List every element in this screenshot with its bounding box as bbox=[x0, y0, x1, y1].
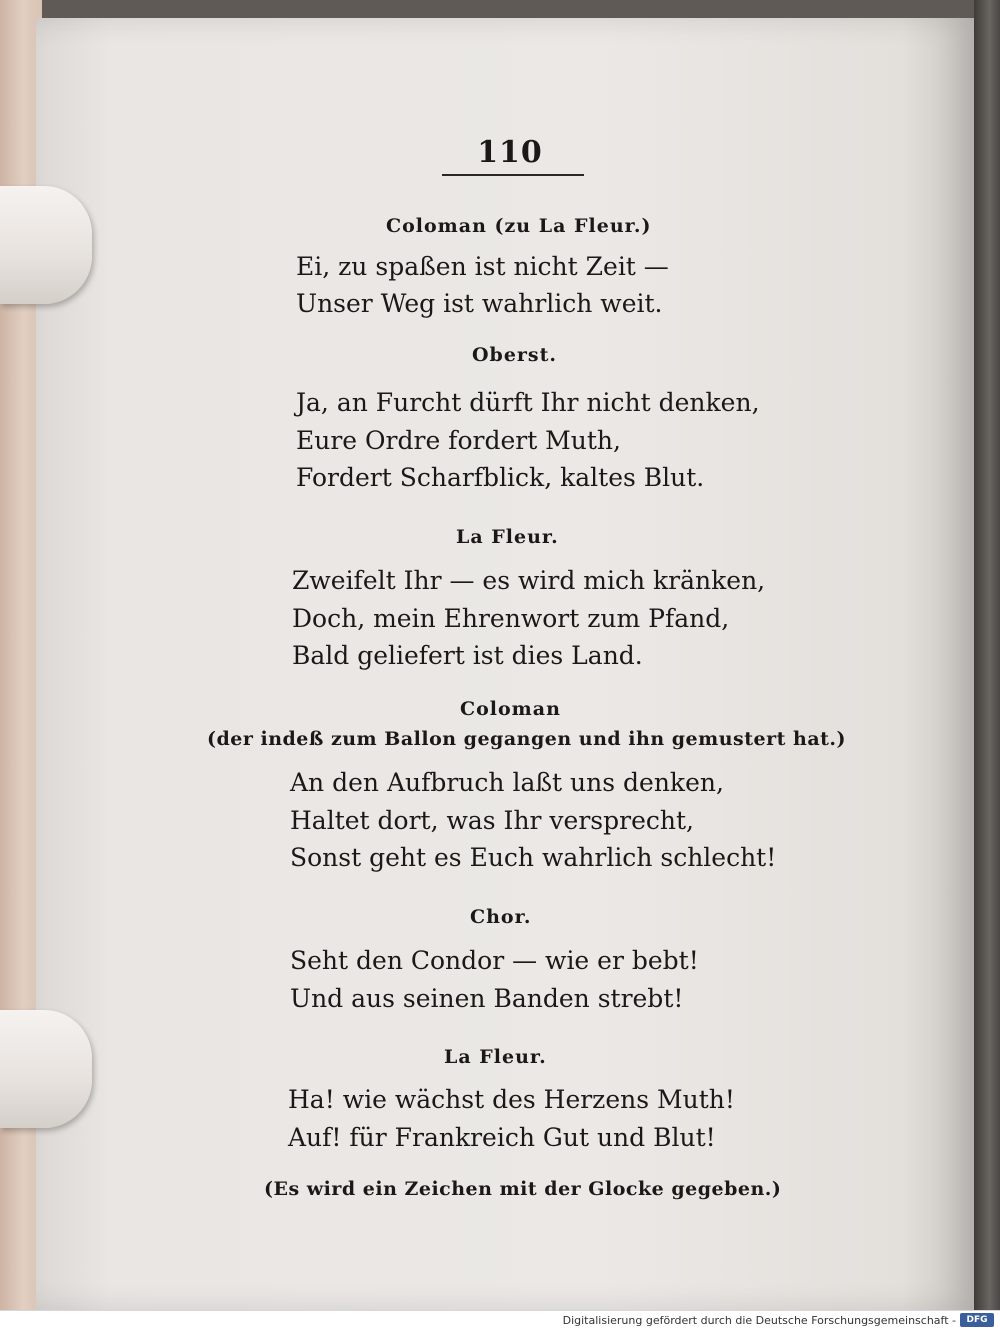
dfg-logo: DFG bbox=[960, 1313, 994, 1327]
digitization-footer bbox=[0, 1310, 1000, 1330]
speaker-heading: Chor. bbox=[470, 906, 532, 928]
verse-line: Fordert Scharfblick, kaltes Blut. bbox=[296, 463, 705, 492]
verse-line: Haltet dort, was Ihr versprecht, bbox=[290, 806, 694, 835]
verse-line: Ha! wie wächst des Herzens Muth! bbox=[288, 1085, 735, 1114]
verse-line: Auf! für Frankreich Gut und Blut! bbox=[288, 1123, 716, 1152]
verse-line: Sonst geht es Euch wahrlich schlecht! bbox=[290, 843, 777, 872]
speaker-heading: Oberst. bbox=[472, 344, 558, 366]
verse-line: Unser Weg ist wahrlich weit. bbox=[296, 289, 663, 318]
verse-line: Ei, zu spaßen ist nicht Zeit — bbox=[296, 252, 669, 281]
verse-line: Seht den Condor — wie er bebt! bbox=[290, 946, 699, 975]
stage-direction: (der indeß zum Ballon gegangen und ihn gemustert hat.) bbox=[207, 728, 847, 750]
verse-line: Bald geliefert ist dies Land. bbox=[292, 641, 643, 670]
verse-line: Doch, mein Ehrenwort zum Pfand, bbox=[292, 604, 730, 633]
verse-line: Zweifelt Ihr — es wird mich kränken, bbox=[292, 566, 766, 595]
verse-line: Ja, an Furcht dürft Ihr nicht denken, bbox=[296, 388, 760, 417]
speaker-heading: La Fleur. bbox=[444, 1046, 547, 1068]
page-number-rule bbox=[442, 174, 584, 176]
stage-direction: (Es wird ein Zeichen mit der Glocke gegeben.) bbox=[264, 1178, 782, 1200]
verse-line: An den Aufbruch laßt uns denken, bbox=[290, 768, 724, 797]
speaker-heading: Coloman bbox=[460, 698, 561, 720]
page-number: 110 bbox=[477, 135, 543, 170]
speaker-heading: La Fleur. bbox=[456, 526, 559, 548]
footer-credit: Digitalisierung gefördert durch die Deutsche Forschungsgemeinschaft - bbox=[562, 1314, 956, 1327]
verse-line: Und aus seinen Banden strebt! bbox=[290, 984, 684, 1013]
verse-line: Eure Ordre fordert Muth, bbox=[296, 426, 621, 455]
speaker-heading: Coloman (zu La Fleur.) bbox=[386, 215, 652, 237]
